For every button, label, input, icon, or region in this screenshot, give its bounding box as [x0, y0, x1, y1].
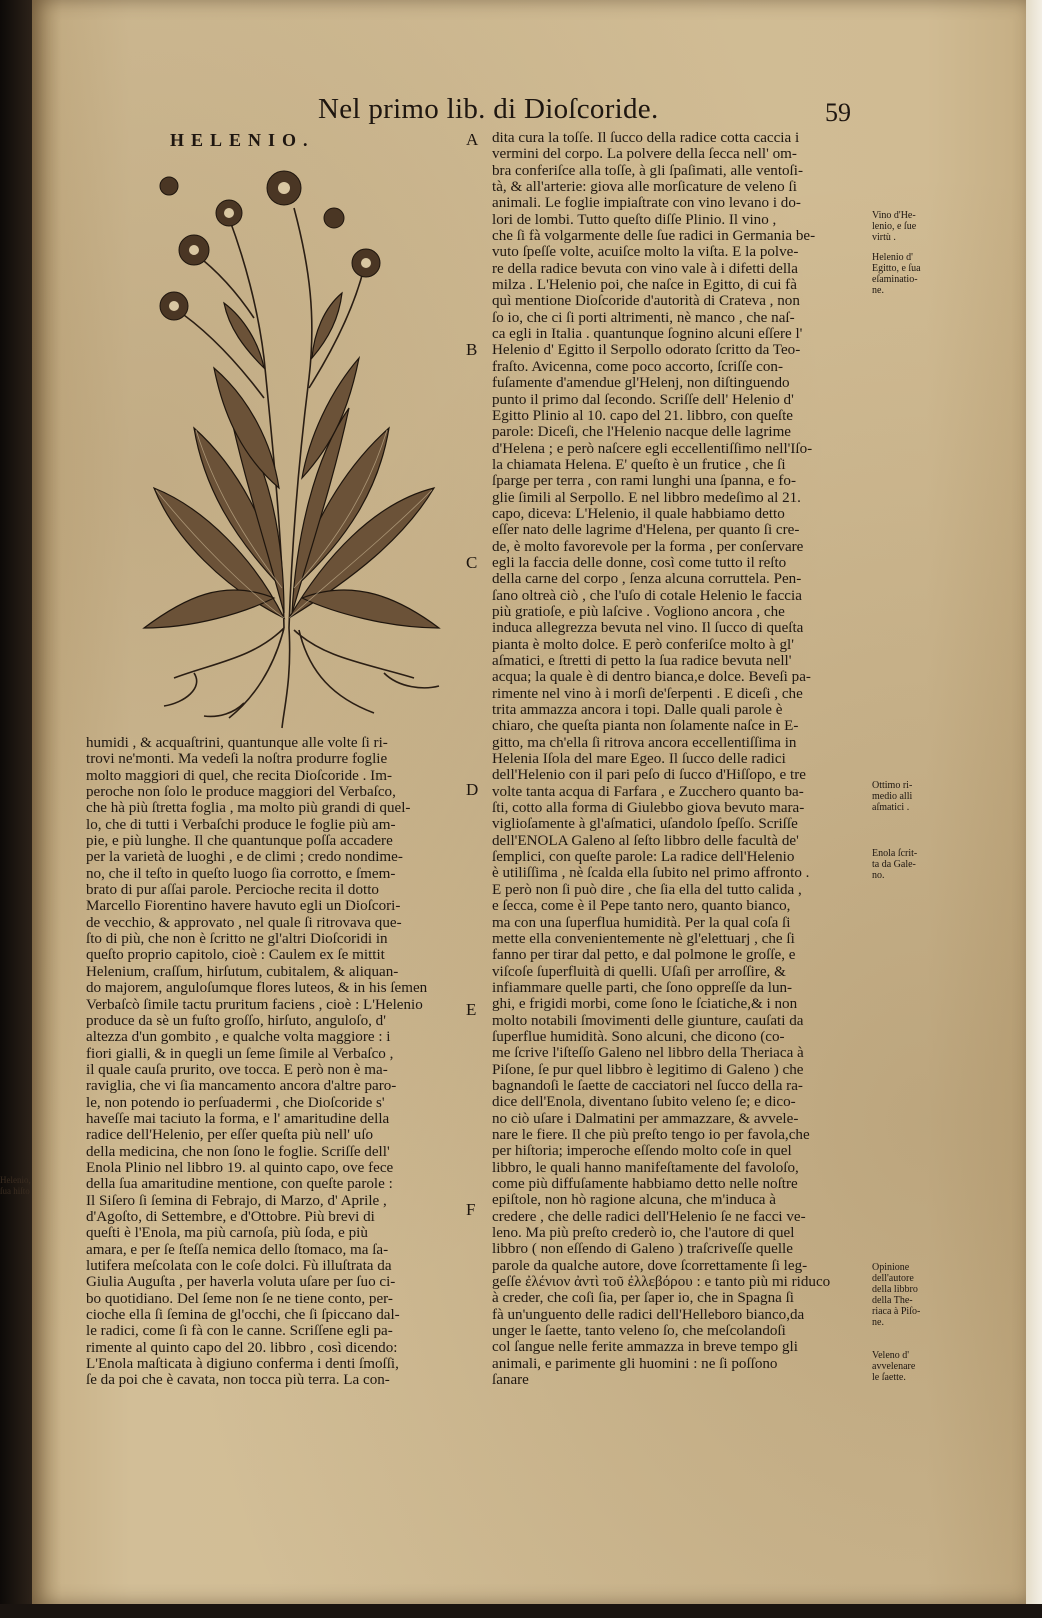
text-line: ſemplici, con queſte parole: La radice dell'Helenio	[492, 849, 795, 866]
text-line: raviglia, che vi ſia mancamento ancora d'altre paro-	[86, 1078, 397, 1095]
text-line: fiori gialli, & in quegli un ſeme ſimile al Verbaſco ,	[86, 1045, 394, 1062]
margin-note-line: ne.	[872, 1317, 884, 1328]
helenium-woodcut-illustration	[134, 158, 454, 730]
margin-note-line: della The-	[872, 1295, 913, 1306]
margin-letter: F	[466, 1200, 476, 1219]
text-line: L'Enola maſticata à digiuno conferma i denti ſmoſſi,	[86, 1356, 399, 1373]
text-line: mette ella convenientemente nè gl'elettuarj , che ſi	[492, 930, 795, 947]
text-line: che hà più ſtretta foglia , ma molto più grandi di quel-	[86, 800, 411, 817]
bottom-edge	[0, 1604, 1042, 1618]
text-line: della medicina, che non ſono le foglie. Scriſſe dell'	[86, 1143, 390, 1160]
margin-note	[872, 1350, 915, 1383]
text-line: queſto proprio capitolo, cioè : Caulem ex ſe mittit	[86, 947, 385, 964]
margin-letter: E	[466, 1000, 477, 1019]
left-margin-note-line: Helenio,	[0, 1175, 31, 1185]
text-line: Enola Plinio nel libbro 19. al quinto capo, ove fece	[86, 1159, 394, 1176]
text-line: Marcello Fiorentino havere havuto egli un Dioſcori-	[86, 898, 401, 915]
text-line: rimente nel vino à i morſi de'ſerpenti . E diceſi , che	[492, 685, 803, 702]
text-line: bra conferiſce alla toſſe, à gli ſpaſimati, alle ventoſi-	[492, 162, 803, 179]
text-line: chiaro, che queſta pianta non ſolamente naſce in E-	[492, 718, 799, 735]
text-line: do majorem, anguloſumque flores luteos, & in his ſemen	[86, 980, 428, 997]
margin-letter: D	[466, 780, 479, 799]
margin-note-line: le ſaette.	[872, 1372, 906, 1383]
text-line: più gratioſe, e più laſcive . Vogliono ancora , che	[492, 603, 785, 620]
text-line: fraſto. Avicenna, come poco accorto, ſcriſſe con-	[492, 358, 783, 375]
text-line: dell'ENOLA Galeno al ſeſto libbro delle facultà de'	[492, 832, 799, 849]
page-edge	[1026, 0, 1042, 1618]
text-line: induca allegrezza bevuta nel vino. Il ſucco di queſta	[492, 620, 804, 637]
text-line: animali. Le foglie impiaſtrate con vino levano i do-	[492, 195, 801, 212]
right-text-column	[492, 130, 866, 1388]
margin-note-line: ne.	[872, 285, 884, 296]
text-line: lutifera meſcolata con le coſe dolci. Fù illuſtrata da	[86, 1258, 392, 1274]
margin-note	[872, 252, 921, 296]
text-line: come più diffuſamente habbiamo detto nelle noſtre	[492, 1176, 798, 1192]
left-margin-note-line: ſua hiſto	[0, 1186, 30, 1196]
text-line: pianta è molto dolce. E però conferiſce molto à gl'	[492, 636, 794, 653]
text-line: libbro, le quali hanno manifeſtamente del favoloſo,	[492, 1159, 799, 1176]
text-line: ſto di più, che non è ſcritto ne gl'altri Dioſcoridi in	[86, 931, 388, 948]
text-line: e ſecca, come è il Pepe tanto nero, quanto bianco,	[492, 898, 791, 915]
text-line: bo quotidiano. Del ſeme non ſe ne tiene conto, per-	[86, 1290, 393, 1307]
margin-note-line: dell'autore	[872, 1273, 914, 1284]
text-line: Il Siſero ſi ſemina di Febrajo, di Marzo, d' Aprile ,	[86, 1192, 387, 1209]
text-line: egli la faccia delle donne, così come tutto il reſto	[492, 554, 787, 571]
text-line: nare le fiere. Il che più preſto tengo io per favola,che	[492, 1126, 810, 1143]
text-line: cioche ella ſi ſemina de gl'occhi, che ſi ſpiccano dal-	[86, 1307, 400, 1324]
margin-note-line: Helenio d'	[872, 252, 913, 263]
text-line: altezza d'un gombito , e qualche volta maggiore : i	[86, 1029, 391, 1046]
text-line: ſano oltreà ciò , che l'uſo di cotale Helenio le faccia	[492, 587, 802, 604]
text-line: fuſamente d'amendue gl'Helenj, non diſtinguendo	[492, 375, 790, 392]
text-line: molto notabili ſmovimenti delle giunture, cauſati da	[492, 1012, 804, 1029]
margin-note-line: aſmatici .	[872, 802, 910, 813]
text-line: glie ſimili al Serpollo. E nel libbro medeſimo al 21.	[492, 489, 801, 506]
text-line: Verbaſcò ſimile tactu pruritum faciens , cioè : L'Helenio	[86, 996, 423, 1013]
text-line: parole: Diceſi, che l'Helenio nacque delle lagrime	[492, 424, 792, 441]
text-line: Helenium, craſſum, hirſutum, cubitalem, & aliquan-	[86, 963, 399, 980]
text-line: Egitto Plinio al 10. capo del 21. libbro, con queſte	[492, 407, 793, 424]
text-line: dice dell'Enola, diventano ſubito veleno ſe; e dico-	[492, 1094, 796, 1111]
margin-letter: B	[466, 340, 478, 359]
text-line: volte tanta acqua di Farfara , e Zucchero quanto ba-	[492, 783, 804, 800]
text-line: lori de lombi. Tutto queſto diſſe Plinio. Il vino ,	[492, 211, 777, 228]
text-line: haveſſe mai taciuto la forma, e l' amaritudine della	[86, 1110, 390, 1127]
text-line: trovi ne'monti. Ma vedeſi la noſtra produrre foglie	[86, 751, 388, 768]
text-line: punto il primo dal ſecondo. Scriſſe dell' Helenio d'	[492, 391, 794, 408]
page-number: 59	[825, 98, 851, 127]
text-line: no ciò uſare i Dalmatini per ammazzare, & avvele-	[492, 1110, 799, 1127]
text-line: acqua; la quale è di dentro bianca,e dolce. Beveſi pa-	[492, 669, 811, 686]
margin-note-line: virtù .	[872, 232, 896, 243]
text-line: la chiamata Helena. E' queſto è un frutice , che ſi	[492, 456, 786, 473]
text-line: della carne del corpo , ſenza alcuna corruttela. Pen-	[492, 571, 802, 588]
text-line: viglioſamente à gl'aſmatici, uſandolo ſpeſſo. Scriſſe	[492, 816, 798, 833]
text-line: è utiliſſima , nè ſcalda ella ſubito nel primo affronto .	[492, 865, 810, 882]
left-text-column	[86, 735, 464, 1389]
margin-note	[872, 848, 917, 881]
text-line: humidi , & acquaſtrini, quantunque alle volte ſi ri-	[86, 735, 388, 751]
text-line: geſſe ἐλένιον ἀντὶ τοῦ ἐλλεβόρου : e tanto più mi riduco	[492, 1274, 831, 1291]
text-line: Helenia Iſola del mare Egeo. Il ſucco delle radici	[492, 751, 786, 768]
text-line: ghi, e frigidi morbi, come ſono le ſciatiche,& i non	[492, 996, 798, 1013]
text-line: produce da sè un fuſto groſſo, hirſuto, anguloſo, d'	[86, 1012, 386, 1029]
text-line: radice dell'Helenio, per eſſer queſta più nell' uſo	[86, 1127, 374, 1144]
text-line: per hiſtoria; imperoche eſſendo molto coſe in quel	[492, 1143, 792, 1160]
margin-note-line: riaca à Piſo-	[872, 1306, 921, 1317]
text-line: d'Helena ; e però naſcere egli eccellentiſſimo nell'Iſo-	[492, 440, 813, 457]
text-line: viſcoſe ſuperfluità di quelli. Uſaſi per arroſſire, &	[492, 963, 786, 980]
margin-note-line: Enola ſcrit-	[872, 848, 918, 859]
text-line: credere , che delle radici dell'Helenio ſe ne facci ve-	[492, 1208, 806, 1225]
margin-note-line: della libbro	[872, 1284, 918, 1295]
text-line: aſmatici, e ſtretti di petto la ſua radice bevuta nell'	[492, 653, 792, 669]
text-line: col ſangue nelle ferite ammazza in breve tempo gli	[492, 1339, 798, 1356]
text-line: à creder, che coſi ſia, per ſaper io, che in Spagna ſi	[492, 1290, 794, 1307]
text-line: le radici, come ſi fà con le canne. Scriſſene egli pa-	[86, 1323, 393, 1340]
text-line: Piſone, ſe pur quel libbro è legitimo di Galeno ) che	[492, 1061, 804, 1078]
text-line: eſſer nato delle lagrime d'Helena, per quanto ſi cre-	[492, 522, 800, 539]
text-line: amara, e per ſe ſteſſa nemica dello ſtomaco, ma ſa-	[86, 1241, 389, 1258]
text-line: milza . L'Helenio poi, che naſce in Egitto, di cui fà	[492, 277, 797, 294]
margin-note-line: Ottimo ri-	[872, 780, 913, 791]
text-line: rimente al quinto capo del 20. libbro , così dicendo:	[86, 1339, 398, 1356]
margin-note-line: medio alli	[872, 791, 913, 802]
text-line: de, è molto favorevole per la forma , per conſervare	[492, 538, 804, 555]
text-line: parole da qualche autore, dove ſcorrettamente ſi leg-	[492, 1257, 808, 1274]
margin-note-line: avvelenare	[872, 1361, 916, 1372]
text-line: Helenio d' Egitto il Serpollo odorato ſcritto da Teo-	[492, 342, 801, 359]
text-line: ſti, cotto alla forma di Giulebbo giova bevuto mara-	[492, 800, 805, 817]
text-line: peroche non ſolo le produce maggiori del Verbaſco,	[86, 784, 396, 801]
text-line: fà un'unguento delle radici dell'Helleboro bianco,da	[492, 1306, 805, 1323]
margin-note-line: Vino d'He-	[872, 210, 916, 221]
text-line: pie, e più lunghe. Il che quantunque poſſa accadere	[86, 833, 393, 850]
margin-note	[872, 780, 912, 813]
text-line: libbro ( non eſſendo di Galeno ) traſcriveſſe quelle	[492, 1241, 793, 1258]
margin-note-line: no.	[872, 870, 885, 881]
text-line: me ſcrive l'iſteſſo Galeno nel libbro della Theriaca à	[492, 1045, 804, 1062]
text-line: per la varietà de luoghi , e de climi ; credo nondime-	[86, 849, 403, 866]
text-line: capo, diceva: L'Helenio, il quale habbiamo detto	[492, 505, 785, 522]
margin-note-line: Opinione	[872, 1262, 910, 1273]
text-line: epiſtole, non hò ragione alcuna, che m'induca à	[492, 1192, 776, 1209]
text-line: tà, & all'arterie: giova alle morſicature de veleno ſi	[492, 179, 797, 196]
text-line: vuto ſpeſſe volte, acuiſce molto la viſta. E la polve-	[492, 244, 799, 261]
margin-note-line: Veleno d'	[872, 1350, 910, 1361]
margin-note	[872, 1262, 920, 1328]
text-line: leno. Ma più preſto crederò io, che l'autore di quel	[492, 1225, 795, 1242]
margin-note-line: lenio, e ſue	[872, 221, 917, 232]
text-line: queſti è l'Enola, ma più carnoſa, più ſoda, e più	[86, 1225, 368, 1242]
text-line: gitto, ma ch'ella ſi ritrova ancora eccellentiſſima in	[492, 734, 797, 751]
text-line: lo, che di tutti i Verbaſchi produce le foglie più am-	[86, 816, 396, 833]
text-line: trita ammazza ancora i topi. Dalle quali parole è	[492, 702, 783, 719]
text-line: dell'Helenio con il pari peſo di ſucco d'Hiſſopo, e tre	[492, 767, 806, 784]
text-line: ſparge per terra , con rami lunghi una ſpanna, e fo-	[492, 473, 796, 490]
running-title: Nel primo lib. di Dioſcoride.	[318, 93, 659, 125]
text-line: animali, e parimente gli huomini : ne ſi poſſono	[492, 1355, 778, 1372]
text-line: re della radice bevuta con vino vale à i difetti della	[492, 260, 798, 277]
margin-note	[872, 210, 916, 243]
text-line: brato di pur aſſai parole. Percioche recita il dotto	[86, 882, 379, 899]
margin-letter: C	[466, 553, 478, 572]
text-line: ca egli in Italia . quantunque ſognino alcuni eſſere l'	[492, 326, 803, 343]
text-line: le, non potendo io perſuadermi , che Dioſcoride s'	[86, 1094, 385, 1111]
margin-letter: A	[466, 130, 479, 149]
text-line: dita cura la toſſe. Il ſucco della radice cotta caccia i	[492, 130, 800, 146]
text-line: della ſua amaritudine mentione, con queſte parole :	[86, 1176, 393, 1193]
text-line: ſanare	[492, 1372, 529, 1389]
text-line: fanno per tirar dal petto, e dal polmone le groſſe, e	[492, 947, 796, 964]
section-title: HELENIO.	[170, 130, 315, 150]
text-line: d'Agoſto, di Settembre, e d'Ottobre. Più brevi di	[86, 1208, 375, 1225]
text-line: il quale cauſa prurito, ove tocca. E però non è ma-	[86, 1061, 388, 1078]
text-line: vermini del corpo. La polvere della ſecca nell' om-	[492, 146, 797, 163]
text-line: quì mentione Dioſcoride d'autorità di Crateva , non	[492, 293, 800, 310]
left-margin-note	[0, 1175, 31, 1197]
text-line: molto maggiori di quel, che recita Dioſcoride . Im-	[86, 767, 392, 784]
text-line: ſuperflue humidità. Sono alcuni, che dicono (co-	[492, 1028, 785, 1045]
text-line: che ſi fà volgarmente delle ſue radici in Germania be-	[492, 228, 816, 245]
text-line: ſo io, che ci ſi porti altrimenti, nè manco , che naſ-	[492, 309, 795, 326]
margin-note-line: Egitto, e ſua	[872, 263, 921, 274]
text-line: bagnandoſi le ſaette de cacciatori nel ſucco della ra-	[492, 1077, 803, 1094]
text-line: E però non ſi può dire , che ſia ella del tutto calida ,	[492, 881, 802, 898]
text-line: ſe da poi che è cavata, non tocca più terra. La con-	[86, 1372, 390, 1389]
text-line: infiammare quelle parti, che ſono oppreſſe da lun-	[492, 979, 793, 996]
text-line: de vecchio, & approvato , nel quale ſi ritrovava que-	[86, 914, 402, 931]
margin-note-line: ta da Gale-	[872, 859, 916, 870]
margin-note-line: eſaminatio-	[872, 274, 918, 285]
text-line: Giulia Auguſta , per haverla voluta uſare per ſuo ci-	[86, 1274, 396, 1291]
text-line: no, che il teſto in queſto luogo ſia corrotto, e ſmem-	[86, 865, 396, 882]
book-gutter	[0, 0, 32, 1618]
text-line: ma con una ſuperflua humidità. Per la qual coſa ſi	[492, 914, 791, 931]
text-line: unger le ſaette, tanto veleno ſo, che meſcolandoſi	[492, 1323, 786, 1340]
